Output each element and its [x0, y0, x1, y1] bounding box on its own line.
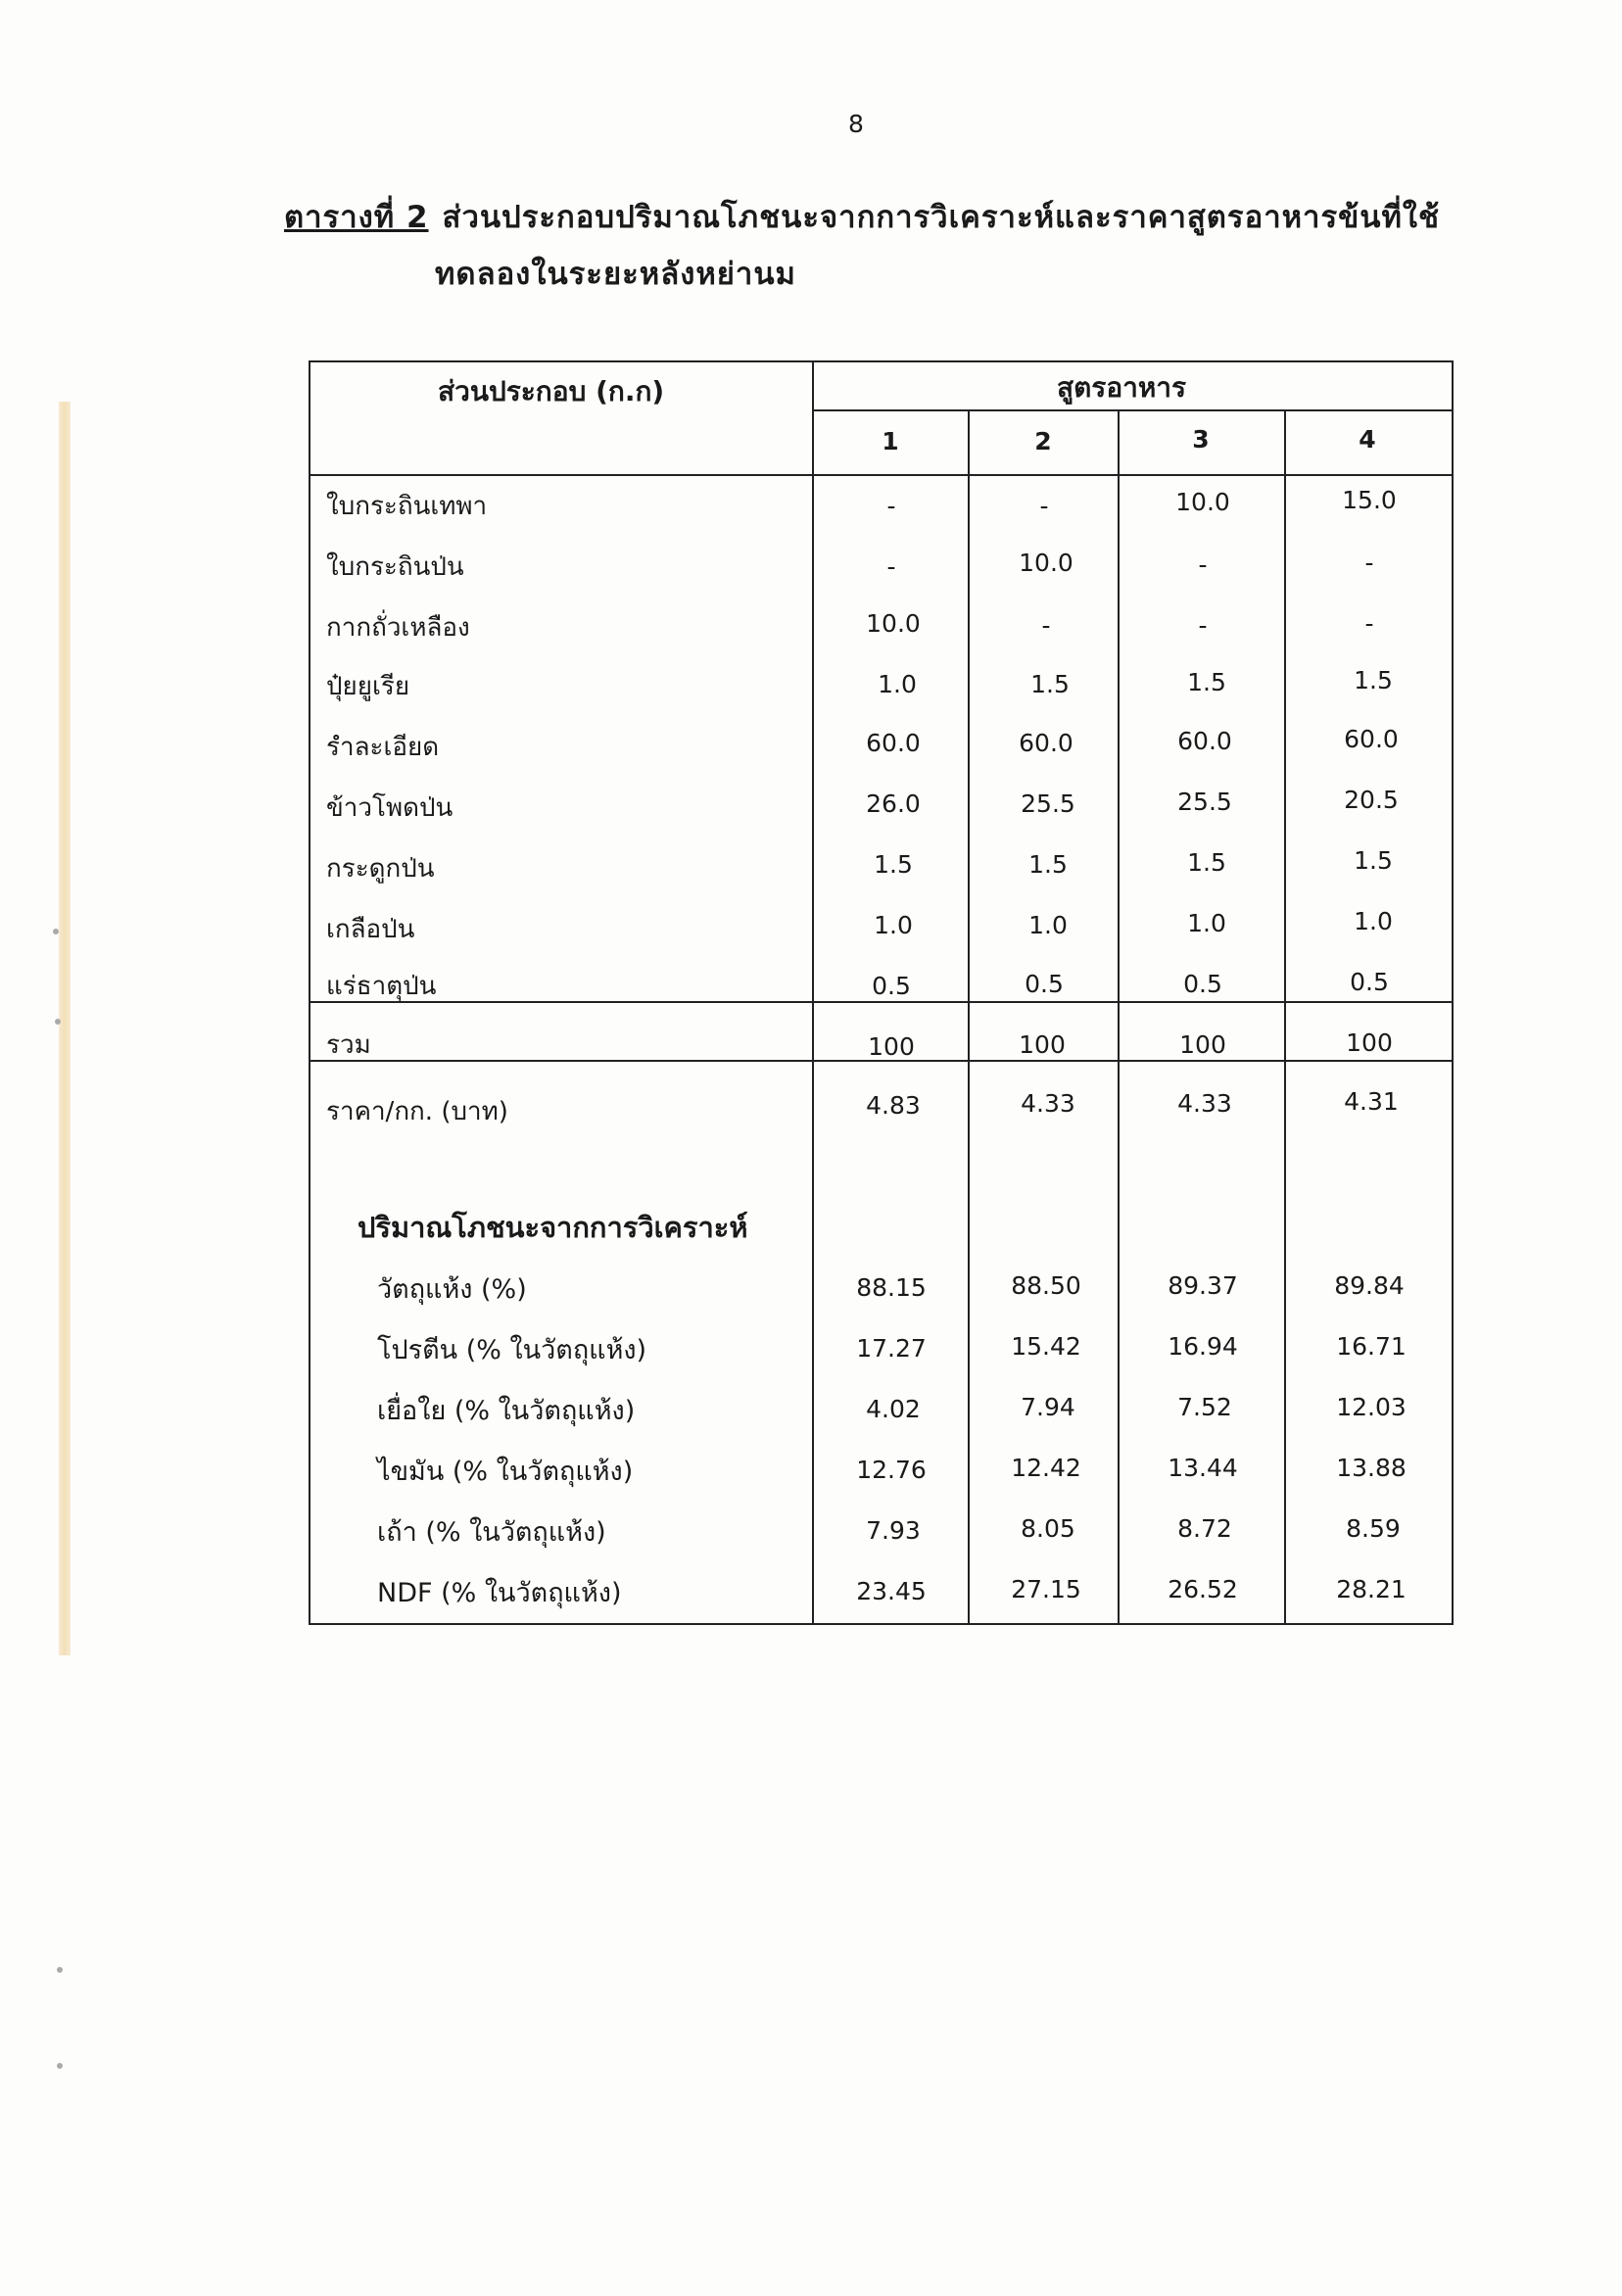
cell-value: 15.0: [1342, 486, 1397, 514]
header-bottom-rule: [309, 474, 1454, 476]
scan-speck: [57, 2063, 63, 2069]
caption-title: ส่วนประกอบปริมาณโภชนะจากการวิเคราะห์และราคาสูตรอาหารข้นที่ใช้: [442, 200, 1441, 235]
column-divider: [968, 409, 970, 1625]
cell-value: 25.5: [1021, 789, 1075, 818]
cell-value: 7.93: [866, 1516, 921, 1545]
formula-header: สูตรอาหาร: [1057, 371, 1187, 404]
cell-value: -: [1198, 611, 1208, 640]
cell-value: -: [1364, 549, 1374, 577]
ingredient-name: ข้าวโพดป่น: [326, 793, 453, 823]
table-border-top: [309, 360, 1454, 362]
cell-value: -: [1041, 611, 1051, 640]
scan-speck: [55, 1019, 61, 1025]
cell-value: 100: [1019, 1030, 1066, 1059]
cell-value: 17.27: [856, 1334, 927, 1363]
cell-value: 0.5: [1025, 970, 1064, 998]
cell-value: 7.52: [1177, 1393, 1232, 1421]
cell-value: 13.88: [1336, 1454, 1407, 1482]
cell-value: 16.94: [1168, 1332, 1238, 1361]
table-border-right: [1452, 360, 1454, 1625]
scan-speck: [53, 929, 59, 934]
cell-value: 8.05: [1021, 1514, 1075, 1543]
cell-value: -: [886, 552, 896, 581]
cell-value: 1.5: [1187, 848, 1226, 877]
cell-value: 20.5: [1344, 786, 1399, 814]
cell-value: 4.31: [1344, 1087, 1399, 1116]
cell-value: 60.0: [1177, 727, 1232, 755]
formula-number: 1: [882, 427, 899, 455]
cell-value: 25.5: [1177, 788, 1232, 816]
cell-value: 88.15: [856, 1273, 927, 1302]
cell-value: 0.5: [1350, 968, 1389, 996]
scan-speck: [57, 1967, 63, 1973]
cell-value: 23.45: [856, 1577, 927, 1605]
cell-value: 27.15: [1011, 1575, 1081, 1603]
cell-value: 26.52: [1168, 1575, 1238, 1603]
cell-value: -: [886, 492, 896, 520]
cell-value: 4.83: [866, 1091, 921, 1120]
cell-value: 10.0: [1175, 488, 1230, 516]
cell-value: 1.0: [878, 670, 917, 698]
cell-value: -: [1364, 609, 1374, 638]
cell-value: 1.0: [1028, 911, 1068, 939]
ingredient-name: ปุ๋ยยูเรีย: [326, 672, 410, 701]
price-label: ราคา/กก. (บาท): [326, 1097, 508, 1126]
cell-value: 1.0: [1354, 907, 1393, 935]
ingredient-name: ใบกระถินเทพา: [326, 492, 488, 521]
cell-value: 100: [868, 1032, 915, 1061]
paper-edge-strip: [59, 402, 71, 1655]
formula-table: [309, 355, 1454, 1625]
cell-value: 60.0: [1344, 725, 1399, 753]
cell-value: 1.5: [1030, 670, 1070, 698]
cell-value: 26.0: [866, 789, 921, 818]
caption-label: ตารางที่ 2: [284, 200, 429, 235]
component-header: ส่วนประกอบ (ก.ก): [438, 375, 665, 407]
cell-value: 60.0: [866, 729, 921, 757]
cell-value: 7.94: [1021, 1393, 1075, 1421]
nutrient-name: โปรตีน (% ในวัตถุแห้ง): [377, 1335, 647, 1365]
cell-value: 4.33: [1177, 1089, 1232, 1118]
cell-value: 1.5: [1187, 668, 1226, 696]
cell-value: 0.5: [872, 972, 911, 1000]
cell-value: 60.0: [1019, 729, 1073, 757]
formula-number: 4: [1359, 425, 1376, 454]
formula-header-divider: [812, 409, 1454, 411]
cell-value: 89.37: [1168, 1271, 1238, 1300]
table-border-left: [309, 360, 310, 1625]
table-border-bottom: [309, 1623, 1454, 1625]
nutrient-name: เยื่อใย (% ในวัตถุแห้ง): [377, 1396, 636, 1426]
cell-value: 0.5: [1183, 970, 1222, 998]
column-divider: [1118, 409, 1120, 1625]
cell-value: 12.76: [856, 1456, 927, 1484]
cell-value: 10.0: [1019, 549, 1073, 577]
column-divider: [812, 360, 814, 1625]
cell-value: 4.33: [1021, 1089, 1075, 1118]
nutrient-name: ไขมัน (% ในวัตถุแห้ง): [377, 1457, 634, 1487]
ingredient-name: เกลือป่น: [326, 915, 415, 944]
cell-value: 12.03: [1336, 1393, 1407, 1421]
nutrient-name: วัตถุแห้ง (%): [377, 1274, 527, 1305]
total-top-rule: [309, 1001, 1454, 1003]
total-label: รวม: [326, 1030, 371, 1060]
cell-value: 100: [1346, 1028, 1393, 1057]
cell-value: 1.5: [1028, 850, 1068, 879]
cell-value: 10.0: [866, 609, 921, 638]
cell-value: -: [1198, 550, 1208, 579]
cell-value: 13.44: [1168, 1454, 1238, 1482]
page-number: 8: [848, 110, 864, 138]
cell-value: 89.84: [1334, 1271, 1405, 1300]
cell-value: 15.42: [1011, 1332, 1081, 1361]
ingredient-name: ใบกระถินป่น: [326, 552, 464, 582]
cell-value: 1.0: [1187, 909, 1226, 937]
cell-value: 1.0: [874, 911, 913, 939]
cell-value: 100: [1179, 1030, 1226, 1059]
analysis-section-title: ปริมาณโภชนะจากการวิเคราะห์: [358, 1211, 748, 1244]
cell-value: -: [1039, 492, 1049, 520]
nutrient-name: NDF (% ในวัตถุแห้ง): [377, 1578, 622, 1608]
table-caption-continuation: ทดลองในระยะหลังหย่านม: [435, 257, 796, 292]
table-caption: [284, 192, 1440, 241]
cell-value: 1.5: [874, 850, 913, 879]
ingredient-name: แร่ธาตุป่น: [326, 972, 437, 1001]
cell-value: 1.5: [1354, 846, 1393, 875]
cell-value: 88.50: [1011, 1271, 1081, 1300]
cell-value: 16.71: [1336, 1332, 1407, 1361]
cell-value: 28.21: [1336, 1575, 1407, 1603]
nutrient-name: เถ้า (% ในวัตถุแห้ง): [377, 1517, 606, 1548]
ingredient-name: รำละเอียด: [326, 733, 440, 762]
ingredient-name: กากถั่วเหลือง: [326, 613, 470, 643]
cell-value: 1.5: [1354, 666, 1393, 694]
cell-value: 4.02: [866, 1395, 921, 1423]
cell-value: 8.72: [1177, 1514, 1232, 1543]
column-divider: [1284, 409, 1286, 1625]
ingredient-name: กระดูกป่น: [326, 854, 435, 884]
formula-number: 3: [1192, 425, 1210, 454]
formula-number: 2: [1034, 427, 1052, 455]
cell-value: 12.42: [1011, 1454, 1081, 1482]
cell-value: 8.59: [1346, 1514, 1401, 1543]
